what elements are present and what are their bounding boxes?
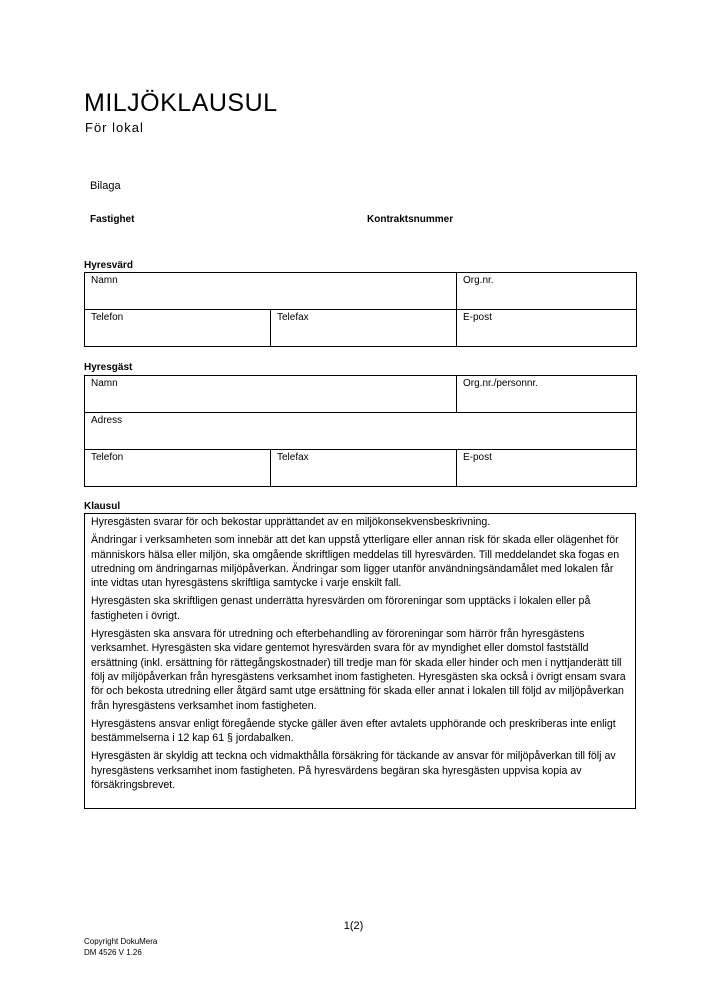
hyresgast-namn-label: Namn [91,378,118,389]
klausul-text-box [84,513,636,809]
klausul-paragraph: Ändringar i verksamheten som innebär att det kan uppstå ytterligare eller annan risk för skada eller olägenhet för människors hälsa eller miljön, ska omgående skriftligen meddelas till hyresvärden. Till meddelandet ska fogas en utredning om ändringarnas miljöpåverkan. Ändringar som ligger utanför användningsändamålet med lokalen får inte vidtas utan hyresgästens skriftliga samtycke i varje enskilt fall. [91,534,620,590]
klausul-paragraph: Hyresgästen ska ansvara för utredning och efterbehandling av föroreningar som härrör från hyresgästens verksamhet. Hyresgästen ska vidare gentemot hyresvärden svara för av myndighet eller domstol fastställd ersättning (inkl. ersättning för rättegångskostnader) till tredje man för skada eller hinder och men i nyttjanderätt till följ av miljöpåverkan från hyresgästens verksamhet inom fastigheten. Hyresgästen ska också i övrigt ensam svara för och bekosta utredning eller åtgärd samt utge ersättning för skada eller annat i lokalen till följd av miljöpåverkan från hyresgästens verksamhet inom fastigheten. [91,628,626,712]
hyresgast-adress-label: Adress [91,415,123,426]
klausul-paragraph: Hyresgästen ska skriftligen genast underrätta hyresvärden om föroreningar som upptäcks i lokalen eller på fastigheten i övrigt. [91,595,591,622]
hyresvard-telefax-field[interactable] [271,310,457,347]
hyresgast-telefax-label: Telefax [277,452,309,463]
hyresgast-orgnr-label: Org.nr./personnr. [463,378,539,389]
hyresvard-epost-field[interactable] [457,310,637,347]
klausul-paragraph: Hyresgästens ansvar enligt föregående stycke gäller även efter avtalets upphörande och preskriberas inte enligt bestämmelserna i 12 kap 61 § jordabalken. [91,717,616,745]
hyresgast-table [84,375,637,487]
hyresgast-adress-field[interactable] [85,413,637,450]
klausul-paragraph: Hyresgästen är skyldig att teckna och vidmakthålla försäkring för täckande av ansvar för miljöpåverkan till följ av hyresgästens verksamhet inom fastigheten. På hyresvärdens begäran ska hyresgästen uppvisa kopia av försäkringsbrevet. [91,750,616,792]
hyresgast-telefax-field[interactable] [271,450,457,487]
klausul-heading: Klausul [84,501,121,512]
klausul-paragraph: Hyresgästen svarar för och bekostar upprättandet av en miljökonsekvensbeskrivning. [91,516,491,528]
hyresvard-namn-field[interactable] [85,273,457,310]
hyresgast-heading: Hyresgäst [84,362,133,373]
page-number: 1(2) [343,920,364,932]
kontraktsnummer-label: Kontraktsnummer [367,214,454,225]
hyresgast-telefon-field[interactable] [85,450,271,487]
hyresgast-epost-field[interactable] [457,450,637,487]
hyresvard-table [84,272,637,347]
hyresgast-epost-label: E-post [463,452,492,463]
document-title: MILJÖKLAUSUL [84,89,278,117]
hyresvard-namn-label: Namn [91,275,118,286]
document-subtitle: För lokal [85,120,144,135]
copyright-text: Copyright DokuMera [84,937,158,946]
hyresvard-epost-label: E-post [463,312,492,323]
bilaga-label: Bilaga [90,180,121,192]
hyresvard-orgnr-field[interactable] [457,273,637,310]
hyresvard-heading: Hyresvärd [84,260,133,271]
hyresvard-orgnr-label: Org.nr. [463,275,494,286]
hyresgast-telefon-label: Telefon [91,452,124,463]
document-code: DM 4526 V 1.26 [84,948,142,957]
hyresvard-telefon-label: Telefon [91,312,124,323]
hyresgast-orgnr-field[interactable] [457,376,637,413]
fastighet-label: Fastighet [90,214,135,225]
hyresgast-namn-field[interactable] [85,376,457,413]
hyresvard-telefax-label: Telefax [277,312,309,323]
hyresvard-telefon-field[interactable] [85,310,271,347]
